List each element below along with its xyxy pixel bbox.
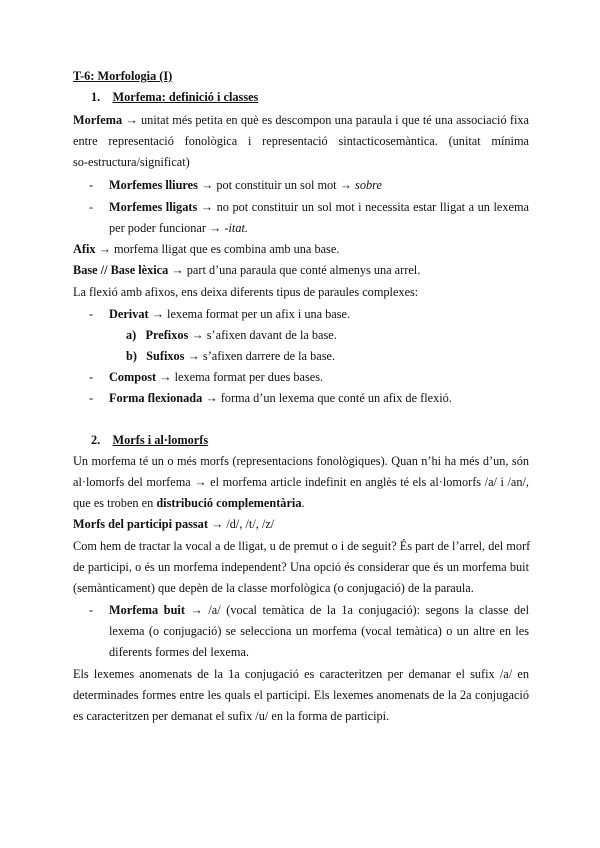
morfema-definition-line-2: entre representació fonològica i representació sintacticosemàntica. (unitat mínima xyxy=(73,134,529,148)
section-1-heading: 1. Morfema: definició i classes xyxy=(91,90,259,104)
list-item-forma-flexionada: - Forma flexionada → forma d’un lexema que conté un afix de flexió. xyxy=(89,391,452,405)
afix-definition: Afix → morfema lligat que es combina amb una base. xyxy=(73,242,340,256)
page-title: T-6: Morfologia (I) xyxy=(73,69,173,83)
conjugacio-paragraph-line-3: es caracteritzen per demanat el sufix /u/ en la forma de participi. xyxy=(73,709,390,723)
morfema-definition-line-1: Morfema → unitat més petita en què es descompon una paraula i que té una associació fixa xyxy=(73,113,529,127)
list-item-sufixos: b) Sufixos → s’afixen darrere de la base. xyxy=(126,349,336,363)
base-definition: Base // Base lèxica → part d’una paraula que conté almenys una arrel. xyxy=(73,263,421,277)
vocal-paragraph-line-3: (semànticament) que depèn de la classe morfològica (o conjugació) de la paraula. xyxy=(73,581,474,595)
list-item-prefixos: a) Prefixos → s’afixen davant de la base. xyxy=(126,328,337,342)
participi-definition: Morfs del participi passat → /d/, /t/, /z/ xyxy=(73,517,275,531)
morfs-paragraph-line-2: al·lomorfs del morfema → el morfema article indefinit en anglès té els al·lomorfs /a/ i /an/, xyxy=(73,475,529,489)
list-item-compost: - Compost → lexema format per dues bases. xyxy=(89,370,324,384)
morfs-paragraph-line-1: Un morfema té un o més morfs (representacions fonològiques). Quan n’hi ha més d’un, són xyxy=(73,454,529,468)
vocal-paragraph-line-1: Com hem de tractar la vocal a de lligat, u de premut o i de seguit? És part de l’arrel, del morf xyxy=(73,539,531,553)
list-item-derivat: - Derivat → lexema format per un afix i una base. xyxy=(89,307,351,321)
section-2-heading: 2. Morfs i al·lomorfs xyxy=(91,433,209,447)
vocal-paragraph-line-2: de participi, o és un morfema independent? Una opció és considerar que és un morfema buit xyxy=(73,560,529,574)
list-item-morfema-buit-cont-1: lexema (o conjugació) se selecciona un morfema (vocal temàtica) o un altre en les xyxy=(109,624,529,638)
list-item-morfemes-lligats-cont: per poder funcionar → -itat. xyxy=(109,221,248,235)
flexio-intro: La flexió amb afixos, ens deixa diferents tipus de paraules complexes: xyxy=(73,285,419,299)
morfema-definition-line-3: so-estructura/significat) xyxy=(73,155,190,169)
list-item-morfema-buit-cont-2: diferents formes del lexema. xyxy=(109,645,249,659)
morfs-paragraph-line-3: que es troben en distribució complementària. xyxy=(73,496,305,510)
conjugacio-paragraph-line-2: determinades formes entre les quals el participi. Els lexemes anomenats de la 2a conjugació xyxy=(73,688,529,702)
list-item-morfemes-lliures: - Morfemes lliures → pot constituir un sol mot → sobre xyxy=(89,178,382,192)
conjugacio-paragraph-line-1: Els lexemes anomenats de la 1a conjugació es caracteritzen per demanar el sufix /a/ en xyxy=(73,667,529,681)
